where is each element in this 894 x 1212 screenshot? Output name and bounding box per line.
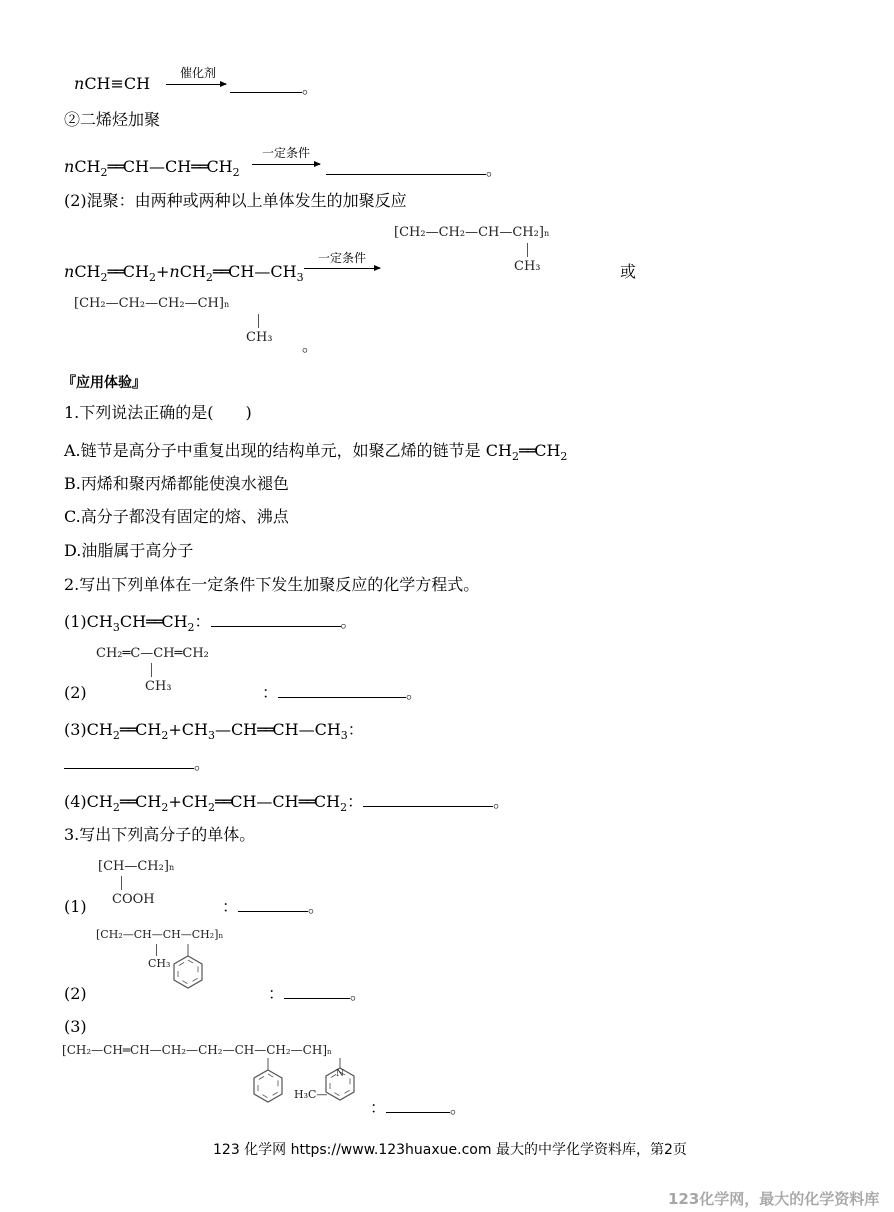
benzene-ring-icon: [250, 1058, 286, 1110]
branch-bond: [527, 243, 528, 257]
product-1: [CH₂—CH₂—CH—CH₂]n: [394, 225, 550, 240]
q1-option-d: D.油脂属于高分子: [64, 541, 194, 560]
reaction-arrow: [252, 164, 320, 165]
benzene-ring-icon: [170, 944, 206, 996]
q2-part1: $(1)CH_3CH══CH_2$： 。: [64, 612, 357, 634]
product-2-branch: CH₃: [246, 330, 273, 345]
equation-butadiene: $nCH_2══CH—CH══CH_2$: [64, 157, 240, 179]
q1-option-a: A.链节是高分子中重复出现的结构单元，如聚乙烯的链节是 $CH_2══CH_2$: [64, 441, 568, 463]
equation-acetylene: nCH≡CH: [74, 74, 151, 93]
svg-text:N: N: [336, 1069, 344, 1079]
period: 。: [302, 336, 319, 355]
q3-part1-branch: COOH: [112, 892, 155, 907]
q1-option-c: C.高分子都没有固定的熔、沸点: [64, 507, 289, 526]
diene-title: ②二烯烃加聚: [64, 110, 161, 129]
branch-bond: [151, 663, 152, 677]
q3-part1-label: (1): [64, 897, 87, 916]
q2-part3-answer: 。: [64, 754, 210, 774]
product-2: [CH₂—CH₂—CH₂—CH]n: [74, 296, 230, 311]
mixed-title: (2)混聚：由两种或两种以上单体发生的加聚反应: [64, 191, 407, 210]
reaction-arrow: [166, 84, 226, 85]
q3-part2-label: (2): [64, 984, 87, 1003]
q3-part2-branch: CH₃: [148, 957, 171, 970]
branch-bond: [156, 944, 157, 956]
q3-part3-answer: ： 。: [370, 1098, 467, 1117]
q3-part1-answer: ： 。: [222, 897, 325, 916]
answer-blank-2: 。: [326, 160, 502, 180]
q3-part3-polymer: [CH₂—CH═CH—CH₂—CH₂—CH—CH₂—CH]n: [62, 1043, 332, 1057]
section-title: 『应用体验』: [62, 375, 146, 391]
q2-part4: $(4)CH_2══CH_2+CH_2══CH—CH══CH_2$： 。: [64, 792, 510, 814]
page-footer: 123 化学网 https://www.123huaxue.com 最大的中学化学资料库，第2页: [213, 1142, 687, 1158]
site-brand: 123化学网，最大的化学资料库: [668, 1190, 880, 1208]
q2-part2-answer: ： 。: [262, 683, 423, 702]
q1-option-b: B.丙烯和聚丙烯都能使溴水褪色: [64, 474, 289, 493]
q2-part3: $(3)CH_2══CH_2+CH_3—CH══CH—CH_3$：: [64, 720, 364, 742]
q1-stem: 1.下列说法正确的是( ): [64, 403, 252, 422]
pyridine-ring-icon: [318, 1058, 358, 1110]
q3-part2-polymer: [CH₂—CH—CH—CH₂]n: [96, 928, 223, 941]
reaction-arrow: [304, 268, 380, 269]
answer-blank-1: 。: [230, 78, 318, 98]
condition-label: 一定条件: [317, 251, 366, 265]
q3-part1-polymer: [CH—CH₂]n: [98, 859, 175, 874]
q3-part3-label: (3): [64, 1017, 87, 1036]
q3-part3-methyl: H₃C—: [294, 1088, 328, 1101]
q2-part2-branch: CH₃: [145, 679, 172, 694]
q3-stem: 3.写出下列高分子的单体。: [64, 825, 256, 844]
product-1-branch: CH₃: [514, 259, 541, 274]
q2-part2-monomer: CH₂═C—CH═CH₂: [96, 646, 209, 661]
branch-bond: [121, 876, 122, 890]
q3-part2-answer: ： 。: [268, 984, 367, 1003]
condition-label: 一定条件: [261, 146, 310, 160]
q2-part2-label: (2): [64, 683, 87, 702]
catalyst-label: 催化剂: [179, 66, 216, 80]
branch-bond: [258, 314, 259, 328]
q2-stem: 2.写出下列单体在一定条件下发生加聚反应的化学方程式。: [64, 575, 480, 594]
or-label: 或: [620, 262, 637, 281]
equation-mixed: $nCH_2══CH_2+nCH_2══CH—CH_3$: [64, 262, 304, 284]
